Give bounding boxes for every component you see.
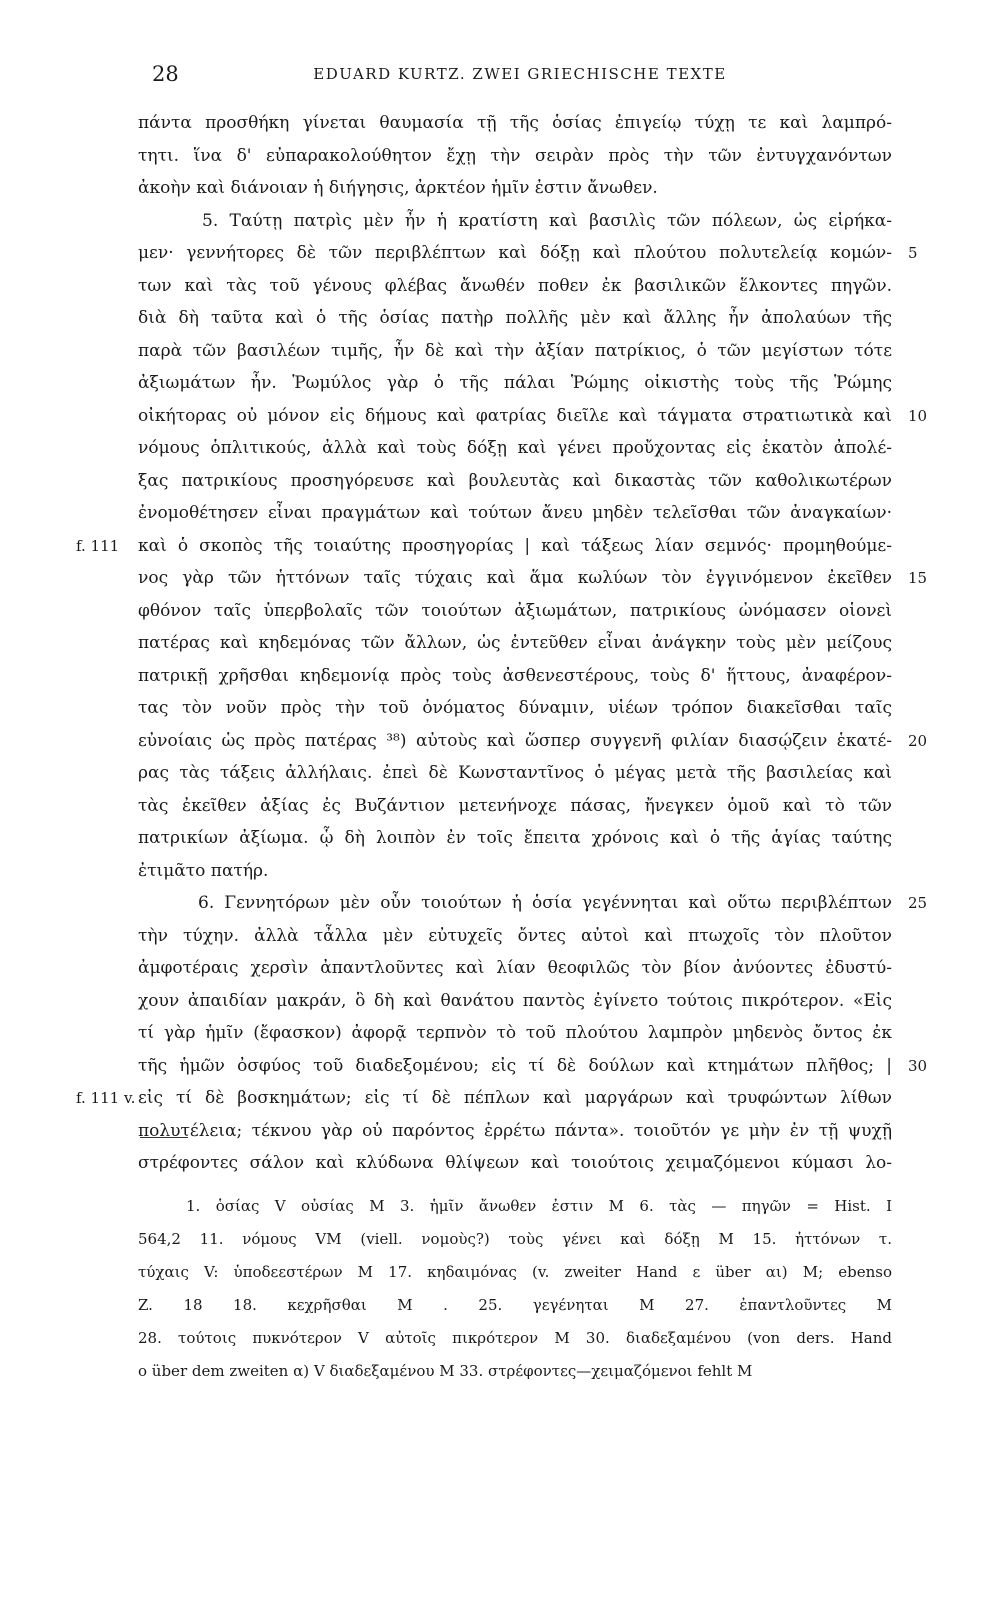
text-line: τὰς ἐκεῖθεν ἀξίας ἐς Βυζάντιον μετενήνοχε πάσας, ἤνεγκεν ὁμοῦ καὶ τὸ τῶν <box>138 795 892 816</box>
apparatus-line: Z. 18 18. κεχρῆσθαι M . 25. γεγένηται M 27. ἐπαντλοῦντες M <box>138 1296 892 1314</box>
text-line: πάντα προσθήκη γίνεται θαυμασία τῇ τῆς ὁσίας ἐπιγείῳ τύχῃ τε καὶ λαμπρό- <box>138 113 892 133</box>
line-number: 10 <box>908 406 928 425</box>
text-line-content: εὐνοίαις ὡς πρὸς πατέρας ³⁸) αὐτοὺς καὶ ὥσπερ συγγενῆ φιλίαν διασῴζειν ἑκατέ- <box>138 730 892 751</box>
text-line-content: νος γὰρ τῶν ἡττόνων ταῖς τύχαις καὶ ἅμα κωλύων τὸν ἐγγινόμενον ἐκεῖθεν <box>138 568 892 588</box>
text-line: παρὰ τῶν βασιλέων τιμῆς, ἦν δὲ καὶ τὴν ἀξίαν πατρίκιος, ὁ τῶν μεγίστων τότε <box>138 340 892 361</box>
text-line: πολυτέλεια; τέκνου γὰρ οὐ παρόντος ἐρρέτω πάντα». τοιοῦτόν γε μὴν ἐν τῇ ψυχῇ <box>138 1120 892 1141</box>
apparatus-line: τύχαις V: ὑποδεεστέρων M 17. κηδαιμόνας (v. zweiter Hand ε über αι) M; ebenso <box>138 1263 892 1281</box>
text-line: ξας πατρικίους προσηγόρευσε καὶ βουλευτὰς καὶ δικαστὰς τῶν καθολικωτέρων <box>138 470 892 491</box>
text-line: πατρικῇ χρῆσθαι κηδεμονίᾳ πρὸς τοὺς ἀσθενεστέρους, τοὺς δ' ἥττους, ἀναφέρον- <box>138 665 892 686</box>
apparatus-line: 1. ὁσίας V οὐσίας M 3. ἡμῖν ἄνωθεν ἐστιν M 6. τὰς — πηγῶν = Hist. I <box>186 1197 892 1215</box>
text-line-content: μεν· γεννήτορες δὲ τῶν περιβλέπτων καὶ δόξῃ καὶ πλούτου πολυτελείᾳ κομών- <box>138 243 892 263</box>
folio-mark: f. 111 <box>76 536 120 555</box>
page-header <box>140 62 900 92</box>
text-line <box>138 1050 928 1083</box>
main-text <box>76 107 928 1180</box>
apparatus-line: ο über dem zweiten α) V διαδεξαμένου M 33. στρέφοντες—χειμαζόμενοι fehlt M <box>138 1362 753 1380</box>
text-line: πατέρας καὶ κηδεμόνας τῶν ἄλλων, ὡς ἐντεῦθεν εἶναι ἀνάγκην τοὺς μὲν μείζους <box>138 633 892 653</box>
line-number: 5 <box>908 244 918 262</box>
folio-mark: f. 111 v. <box>76 1089 136 1107</box>
page-number: 28 <box>152 62 179 86</box>
text-line: ἐνομοθέτησεν εἶναι πραγμάτων καὶ τούτων ἄνευ μηδὲν τελεῖσθαι τῶν ἀναγκαίων· <box>138 503 892 523</box>
apparatus-line: 564,2 11. νόμους VM (viell. νομοὺς?) τοὺς γένει καὶ δόξῃ M 15. ἡττόνων τ. <box>138 1230 892 1248</box>
text-line: ἀκοὴν καὶ διάνοιαν ἡ διήγησις, ἀρκτέον ἡμῖν ἐστιν ἄνωθεν. <box>138 178 658 198</box>
text-line: ἐτιμᾶτο πατήρ. <box>138 860 269 881</box>
text-line: τας τὸν νοῦν πρὸς τὴν τοῦ ὀνόματος δύναμιν, υἱέων τρόπον διακεῖσθαι ταῖς <box>138 698 892 718</box>
text-line: νόμους ὁπλιτικούς, ἀλλὰ καὶ τοὺς δόξῃ καὶ γένει προὔχοντας εἰς ἑκατὸν ἀπολέ- <box>138 438 892 458</box>
text-line <box>138 562 928 595</box>
text-line: χουν ἀπαιδίαν μακράν, ὃ δὴ καὶ θανάτου παντὸς ἐγίνετο τούτοις πικρότερον. «Εἰς <box>138 990 892 1011</box>
text-line-content: 6. Γεννητόρων μὲν οὖν τοιούτων ἡ ὁσία γεγέννηται καὶ οὕτω περιβλέπτων <box>198 893 892 913</box>
text-line: των καὶ τὰς τοῦ γένους φλέβας ἄνωθέν ποθεν ἐκ βασιλικῶν ἕλκοντες πηγῶν. <box>138 275 892 296</box>
critical-apparatus <box>138 1190 892 1388</box>
line-number: 25 <box>908 894 928 912</box>
text-line: τί γὰρ ἡμῖν (ἔφασκον) ἀφορᾷ τερπνὸν τὸ τοῦ πλούτου λαμπρὸν μηδενὸς ὄντος ἐκ <box>138 1023 892 1043</box>
apparatus-line: 28. τούτοις πυκνότερον V αὐτοῖς πικρότερον M 30. διαδεξαμένου (von ders. Hand <box>138 1329 892 1347</box>
text-line <box>76 530 892 563</box>
text-line-content: οἰκήτορας οὐ μόνον εἰς δήμους καὶ φατρίας διεῖλε καὶ τάγματα στρατιωτικὰ καὶ <box>138 405 892 426</box>
text-line: φθόνον ταῖς ὑπερβολαῖς τῶν τοιούτων ἀξιωμάτων, πατρικίους ὠνόμασεν οἱονεὶ <box>138 600 892 621</box>
text-line: ἀμφοτέραις χερσὶν ἀπαντλοῦντες καὶ λίαν θεοφιλῶς τὸν βίον ἀνύοντες ἐδυστύ- <box>138 958 892 978</box>
text-line: τητι. ἵνα δ' εὐπαρακολούθητον ἔχῃ τὴν σειρὰν πρὸς τὴν τῶν ἐντυγχανόντων <box>138 145 892 166</box>
text-line <box>138 400 928 433</box>
text-line: διὰ δὴ ταῦτα καὶ ὁ τῆς ὁσίας πατὴρ πολλῆς μὲν καὶ ἄλλης ἦν ἀπολαύων τῆς <box>138 308 892 328</box>
text-line: τὴν τύχην. ἀλλὰ τἆλλα μὲν εὐτυχεῖς ὄντες αὐτοὶ καὶ πτωχοῖς τὸν πλοῦτον <box>138 925 892 946</box>
text-line <box>138 887 928 920</box>
footnote-rule <box>140 1137 188 1138</box>
text-line-content: τῆς ἡμῶν ὀσφύος τοῦ διαδεξομένου; εἰς τί δὲ δούλων καὶ κτημάτων πλῆθος; | <box>138 1055 892 1076</box>
text-line <box>138 725 928 758</box>
text-line: στρέφοντες σάλον καὶ κλύδωνα θλίψεων καὶ τοιούτοις χειμαζόμενοι κύμασι λο- <box>138 1153 892 1173</box>
text-line: ρας τὰς τάξεις ἀλλήλαις. ἐπεὶ δὲ Κωνσταντῖνος ὁ μέγας μετὰ τῆς βασιλείας καὶ <box>138 763 892 783</box>
text-line <box>76 1082 892 1115</box>
text-line <box>138 237 918 270</box>
text-line-content: εἰς τί δὲ βοσκημάτων; εἰς τί δὲ πέπλων καὶ μαργάρων καὶ τρυφώντων λίθων <box>138 1088 892 1108</box>
text-line: πατρικίων ἀξίωμα. ᾧ δὴ λοιπὸν ἐν τοῖς ἔπειτα χρόνοις καὶ ὁ τῆς ἁγίας ταύτης <box>138 828 892 848</box>
text-line: 5. Ταύτῃ πατρὶς μὲν ἦν ἡ κρατίστη καὶ βασιλὶς τῶν πόλεων, ὡς εἰρήκα- <box>202 210 892 231</box>
line-number: 30 <box>908 1056 928 1075</box>
line-number: 15 <box>908 569 928 587</box>
text-line: ἀξιωμάτων ἦν. Ῥωμύλος γὰρ ὁ τῆς πάλαι Ῥώμης οἰκιστὴς τοὺς τῆς Ῥώμης <box>138 373 892 393</box>
text-line-content: καὶ ὁ σκοπὸς τῆς τοιαύτης προσηγορίας | καὶ τάξεως λίαν σεμνός· προμηθούμε- <box>138 535 892 556</box>
running-title: EDUARD KURTZ. ZWEI GRIECHISCHE TEXTE <box>313 65 727 83</box>
line-number: 20 <box>908 731 928 750</box>
